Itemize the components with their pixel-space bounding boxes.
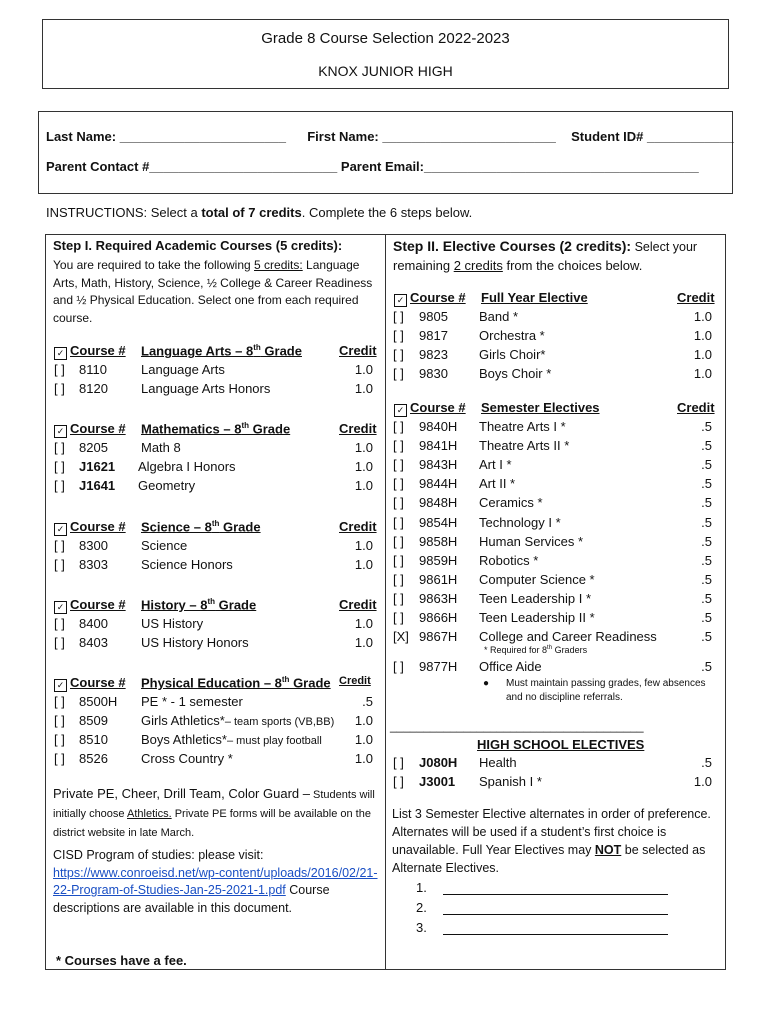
course-name: Art II * [479,476,516,492]
step1-panel [45,234,385,970]
course-credit: .5 [701,755,712,770]
course-number-header: Course # [70,343,126,358]
course-checkbox[interactable]: [ ] [393,552,404,568]
course-checkbox[interactable]: [ ] [393,610,404,625]
course-credit: 1.0 [354,440,373,455]
course-credit: 1.0 [354,381,373,396]
course-name: Computer Science * [479,571,595,587]
course-checkbox[interactable]: [ ] [54,557,65,572]
parent-contact-field[interactable]: Parent Contact #__________________________ [46,159,338,174]
course-credit: 1.0 [693,309,712,324]
course-name: Theatre Arts II * [479,438,570,454]
course-credit: 1.0 [354,459,373,474]
course-checkbox[interactable]: [ ] [393,438,404,454]
alternates-instructions: List 3 Semester Elective alternates in order of preference. Alternates will be used if a student’s first choice is unavailable. Full Year Electives may NOT be selected as Alternate Electives. [392,807,711,875]
course-name: US History [141,616,204,631]
course-name: Algebra I Honors [138,459,236,474]
section-header: Full Year Elective [481,290,588,305]
course-code: 9858H [419,533,458,549]
course-credit: .5 [701,571,712,587]
parent-email-field[interactable]: Parent Email:______________________________________ [340,159,699,174]
checkbox-icon: ✓ [394,404,407,417]
course-checkbox[interactable]: [ ] [54,616,65,631]
cisd-program-link[interactable]: https://www.conroeisd.net/wp-content/uploads/2016/02/21-22-Program-of-Studies-Jan-25-2021-1.pdf [53,865,378,897]
course-code: 9805 [419,309,448,324]
course-name: Boys Athletics*– must play football [141,732,322,747]
course-credit: 1.0 [693,347,712,362]
student-info-box [38,111,733,194]
school-name: KNOX JUNIOR HIGH [318,63,453,79]
course-checkbox[interactable]: [ ] [393,514,404,530]
credit-header: Credit [339,343,377,358]
course-credit: 1.0 [693,366,712,381]
required-note: * Required for 8th Graders [484,645,588,655]
alternate-input-line[interactable] [443,894,668,895]
hs-electives-title: HIGH SCHOOL ELECTIVES [477,737,645,752]
first-name-field[interactable]: First Name: ________________________ [307,129,556,144]
course-code: 9866H [419,610,458,625]
credit-header: Credit [677,290,715,305]
course-name: College and Career Readiness [479,629,657,645]
title-box [42,19,729,89]
course-credit: .5 [701,610,712,625]
course-code: J080H [419,755,458,770]
course-checkbox[interactable]: [ ] [54,751,65,766]
course-credit: .5 [701,438,712,454]
section-header: History – 8th Grade [141,597,257,613]
course-checkbox[interactable]: [ ] [393,457,404,473]
section-divider: ______________________________________ [390,719,644,733]
credit-header: Credit [339,519,377,534]
course-checkbox[interactable]: [ ] [393,590,404,606]
course-number-header: Course # [70,597,126,612]
checkbox-icon: ✓ [54,347,67,360]
course-code: 9859H [419,552,458,568]
course-code: 8400 [79,616,108,631]
course-credit: .5 [701,590,712,606]
page-title: Grade 8 Course Selection 2022-2023 [261,30,510,47]
checkbox-icon: ✓ [54,679,67,692]
course-name: Health [479,755,517,770]
checkbox-icon: ✓ [394,294,407,307]
course-code: 9840H [419,419,458,434]
step2-panel [385,234,726,970]
course-credit: .5 [701,457,712,473]
course-credit: 1.0 [693,774,712,789]
alternate-input-line[interactable] [443,914,668,915]
course-checkbox[interactable]: [ ] [393,347,404,362]
checkbox-icon: ✓ [54,601,67,614]
course-number-header: Course # [70,675,126,690]
section-header: Mathematics – 8th Grade [141,421,291,437]
course-checkbox[interactable]: [ ] [54,635,65,650]
course-name: Spanish I * [479,774,542,789]
course-checkbox[interactable]: [ ] [54,381,65,396]
course-checkbox[interactable]: [X] [393,629,409,645]
cisd-program-note: CISD Program of studies: please visit: https://www.conroeisd.net/wp-content/uploads/2016/02/21-22-Program-of-Studies-Jan-25-2021-1.pdf Course descriptions are available in this document. [53,848,378,915]
checkbox-icon: ✓ [54,523,67,536]
step1-description: You are required to take the following 5 credits: Language Arts, Math, History, Science, ½ College & Career Readiness and ½ Physical Education. Select one from each required course. [53,258,373,325]
course-credit: .5 [701,514,712,530]
course-number-header: Course # [410,290,466,305]
section-header: Physical Education – 8th Grade [141,675,331,691]
course-credit: 1.0 [354,362,373,377]
course-checkbox[interactable]: [ ] [393,659,404,674]
course-credit: .5 [701,419,712,434]
section-header: Language Arts – 8th Grade [141,343,302,359]
course-name: Teen Leadership II * [479,610,595,625]
course-checkbox[interactable]: [ ] [54,478,65,493]
last-name-field[interactable]: Last Name: _______________________ [46,129,286,144]
instructions: INSTRUCTIONS: Select a total of 7 credits. Complete the 6 steps below. [46,205,473,220]
alternate-number: 1. [416,880,427,895]
course-code: 8120 [79,381,108,396]
course-code: 9841H [419,438,458,454]
course-code: 8500H [79,694,118,709]
course-credit: 1.0 [354,616,373,631]
course-credit: .5 [701,552,712,568]
course-name: Band * [479,309,519,324]
course-code: 8110 [79,362,107,377]
course-number-header: Course # [70,421,126,436]
course-checkbox[interactable]: [ ] [393,328,404,343]
course-code: 9867H [419,629,458,645]
course-code: 9854H [419,514,458,530]
course-credit: .5 [701,495,712,511]
course-name: Orchestra * [479,328,545,343]
course-code: J3001 [419,774,456,789]
course-code: 9877H [419,659,458,674]
course-name: Language Arts Honors [141,381,271,396]
course-name: Geometry [138,478,196,493]
course-name: Human Services * [479,533,584,549]
course-name: Math 8 [141,440,181,455]
course-checkbox[interactable]: [ ] [393,309,404,324]
course-checkbox[interactable]: [ ] [54,362,65,377]
course-credit: .5 [701,533,712,549]
course-checkbox[interactable]: [ ] [54,538,65,553]
course-checkbox[interactable]: [ ] [54,694,65,709]
course-code: 8403 [79,635,108,650]
course-code: 9823 [419,347,448,362]
course-checkbox[interactable]: [ ] [54,459,65,474]
course-code: 9861H [419,571,458,587]
course-code: 8300 [79,538,108,553]
course-name: Theatre Arts I * [479,419,566,434]
course-name: Boys Choir * [479,366,552,381]
course-credit: 1.0 [354,557,373,572]
course-name: Technology I * [479,514,561,530]
bullet-icon: ● [483,678,490,689]
credit-header: Credit [339,421,377,436]
course-checkbox[interactable]: [ ] [393,533,404,549]
course-code: J1621 [79,459,116,474]
course-name: Cross Country * [141,751,233,766]
alternate-number: 2. [416,900,427,915]
credit-header: Credit [339,597,377,612]
course-name: Office Aide [479,659,542,674]
course-name: Teen Leadership I * [479,590,592,606]
course-credit: 1.0 [354,732,373,747]
course-credit: 1.0 [354,751,373,766]
course-checkbox[interactable]: [ ] [54,713,65,728]
course-name: Science Honors [141,557,233,572]
course-credit: 1.0 [693,328,712,343]
course-checkbox[interactable]: [ ] [54,732,65,747]
course-credit: .5 [362,694,373,709]
course-code: 9844H [419,476,458,492]
course-code: 9843H [419,457,458,473]
course-name: Art I * [479,457,512,473]
fee-note: * Courses have a fee. [56,953,187,968]
course-credit: 1.0 [354,538,373,553]
checkbox-icon: ✓ [54,425,67,438]
course-code: 9863H [419,590,458,606]
course-code: 8509 [79,713,108,728]
course-checkbox[interactable]: [ ] [393,476,404,492]
course-credit: 1.0 [354,478,373,493]
course-name: Robotics * [479,552,539,568]
step2-title: Step II. Elective Courses (2 credits): Select your [393,238,698,254]
course-checkbox[interactable]: [ ] [393,755,404,770]
course-checkbox[interactable]: [ ] [393,774,404,789]
private-pe-note: Private PE, Cheer, Drill Team, Color Guard – Students will initially choose Athletics. Private PE forms will be available on the district website in late March. [53,786,375,839]
course-name: PE * - 1 semester [141,694,243,709]
course-credit: 1.0 [354,713,373,728]
course-checkbox[interactable]: [ ] [393,495,404,511]
course-code: 8303 [79,557,108,572]
step2-description: remaining 2 credits from the choices below. [393,258,643,273]
course-credit: .5 [701,629,712,645]
course-name: US History Honors [141,635,249,650]
step1-title: Step I. Required Academic Courses (5 credits): [53,238,343,253]
course-credit: 1.0 [354,635,373,650]
course-checkbox[interactable]: [ ] [393,366,404,381]
course-name: Language Arts [141,362,225,377]
section-header: Semester Electives [481,400,600,415]
course-checkbox[interactable]: [ ] [54,440,65,455]
course-credit: .5 [701,476,712,492]
course-code: 9830 [419,366,448,381]
course-code: 8526 [79,751,108,766]
course-number-header: Course # [410,400,466,415]
course-name: Girls Athletics*– team sports (VB,BB) [141,713,335,728]
credit-header: Credit [677,400,715,415]
course-name: Science [141,538,188,553]
section-header: Science – 8th Grade [141,519,261,535]
course-name: Girls Choir* [479,347,546,362]
student-id-field[interactable]: Student ID# ____________ [571,129,734,144]
course-code: 9848H [419,495,458,511]
course-name: Ceramics * [479,495,543,511]
course-code: J1641 [79,478,116,493]
course-checkbox[interactable]: [ ] [393,419,404,434]
course-code: 8510 [79,732,108,747]
course-code: 8205 [79,440,108,455]
course-credit: .5 [701,659,712,674]
course-code: 9817 [419,328,448,343]
office-aide-note: Must maintain passing grades, few absences and no discipline referrals. [506,678,706,703]
alternate-number: 3. [416,920,427,935]
credit-header: Credit [339,675,371,687]
course-number-header: Course # [70,519,126,534]
course-checkbox[interactable]: [ ] [393,571,404,587]
alternate-input-line[interactable] [443,934,668,935]
